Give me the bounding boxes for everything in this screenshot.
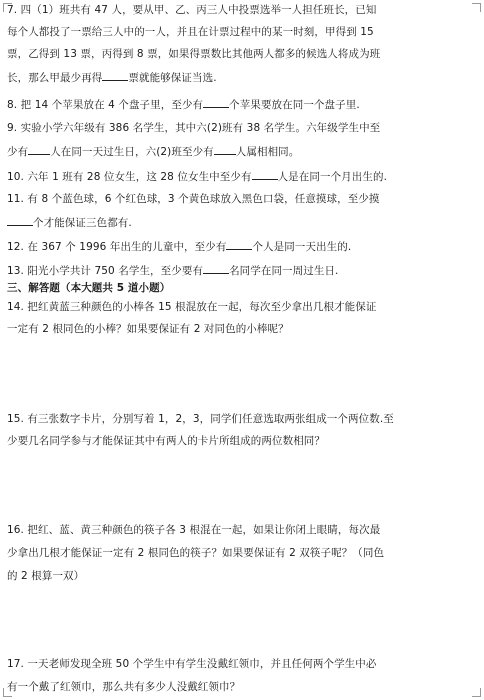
question-15-line-2: 少要几名同学参与才能保证其中有两人的卡片所组成的两位数相同？ [7,435,325,447]
question-11-text: 个才能保证三色都有. [33,217,132,229]
answer-blank[interactable] [203,96,229,108]
page-corner-mark [472,3,481,12]
question-9-line-2 [7,143,299,159]
question-12-text: 12. 在 367 个 1996 年出生的儿童中，至少有 [7,241,227,253]
question-13-text: 13. 阳光小学共计 750 名学生，至少要有 [7,265,204,277]
question-13 [7,262,339,278]
answer-blank[interactable] [203,262,229,274]
question-12-text: 个人是同一天出生的. [252,241,352,253]
question-16-line-3: 的 2 根算一双） [7,570,85,582]
question-16-line-2: 少拿出几根才能保证一定有 2 根同色的筷子？如果要保证有 2 双筷子呢？（同色 [7,547,385,559]
page-corner-mark [472,688,481,697]
question-7-line-2: 每个人都投了一票给三人中的一人，并且在计票过程中的某一时刻，甲得到 15 [7,26,374,38]
question-9-text: 少有 [7,146,29,158]
question-9-text: 人在同一天过生日，六(2)班至少有 [50,146,214,158]
question-17-line-1: 17. 一天老师发现全班 50 个学生中有学生没戴红领巾，并且任何两个学生中必 [7,658,377,670]
question-15-line-1: 15. 有三张数字卡片，分别写着 1，2，3，同学们任意选取两张组成一个两位数.至 [7,413,394,425]
question-11-line-1: 11. 有 8 个蓝色球，6 个红色球，3 个黄色球放入黑色口袋，任意摸球，至少摸 [7,193,380,205]
question-9-text: 人属相相同。 [235,146,300,158]
answer-blank[interactable] [252,168,278,180]
question-8-text: 8. 把 14 个苹果放在 4 个盘子里，至少有 [7,99,204,111]
question-10 [7,168,387,184]
answer-blank[interactable] [102,69,128,81]
question-7-line-3: 票，乙得到 13 票，丙得到 8 票，如果得票数比其他两人都多的候选人将成为班 [7,48,381,60]
question-8 [7,96,360,112]
answer-blank[interactable] [214,143,236,155]
question-13-text: 名同学在同一周过生日. [229,265,339,277]
question-12 [7,238,351,254]
section-3-heading: 三、解答题（本大题共 5 道小题） [7,282,171,294]
answer-blank[interactable] [226,238,252,250]
question-9-line-1: 9. 实验小学六年级有 386 名学生，其中六(2)班有 38 名学生。六年级学生中至 [7,122,381,134]
question-10-text: 人是在同一个月出生的. [277,171,388,183]
question-7-line-1: 7. 四（1）班共有 47 人，要从甲、乙、丙三人中投票选举一人担任班长，已知 [7,4,377,16]
question-14-line-1: 14. 把红黄蓝三种颜色的小棒各 15 根混放在一起，每次至少拿出几根才能保证 [7,301,377,313]
question-7-text: 长，那么甲最少再得 [7,72,103,84]
question-17-line-2: 有一个戴了红领巾，那么共有多少人没戴红领巾？ [7,681,241,693]
question-10-text: 10. 六年 1 班有 28 位女生，这 28 位女生中至少有 [7,171,252,183]
answer-blank[interactable] [28,143,50,155]
question-7-text: 票就能够保证当选. [128,72,217,84]
question-16-line-1: 16. 把红、蓝、黄三种颜色的筷子各 3 根混在一起，如果让你闭上眼睛，每次最 [7,524,381,536]
question-7-line-4 [7,69,217,85]
question-14-line-2: 一定有 2 根同色的小棒？如果要保证有 2 对同色的小棒呢？ [7,323,289,335]
question-11-line-2 [7,214,132,230]
answer-blank[interactable] [7,214,33,226]
question-8-text: 个苹果要放在同一个盘子里. [229,99,360,111]
